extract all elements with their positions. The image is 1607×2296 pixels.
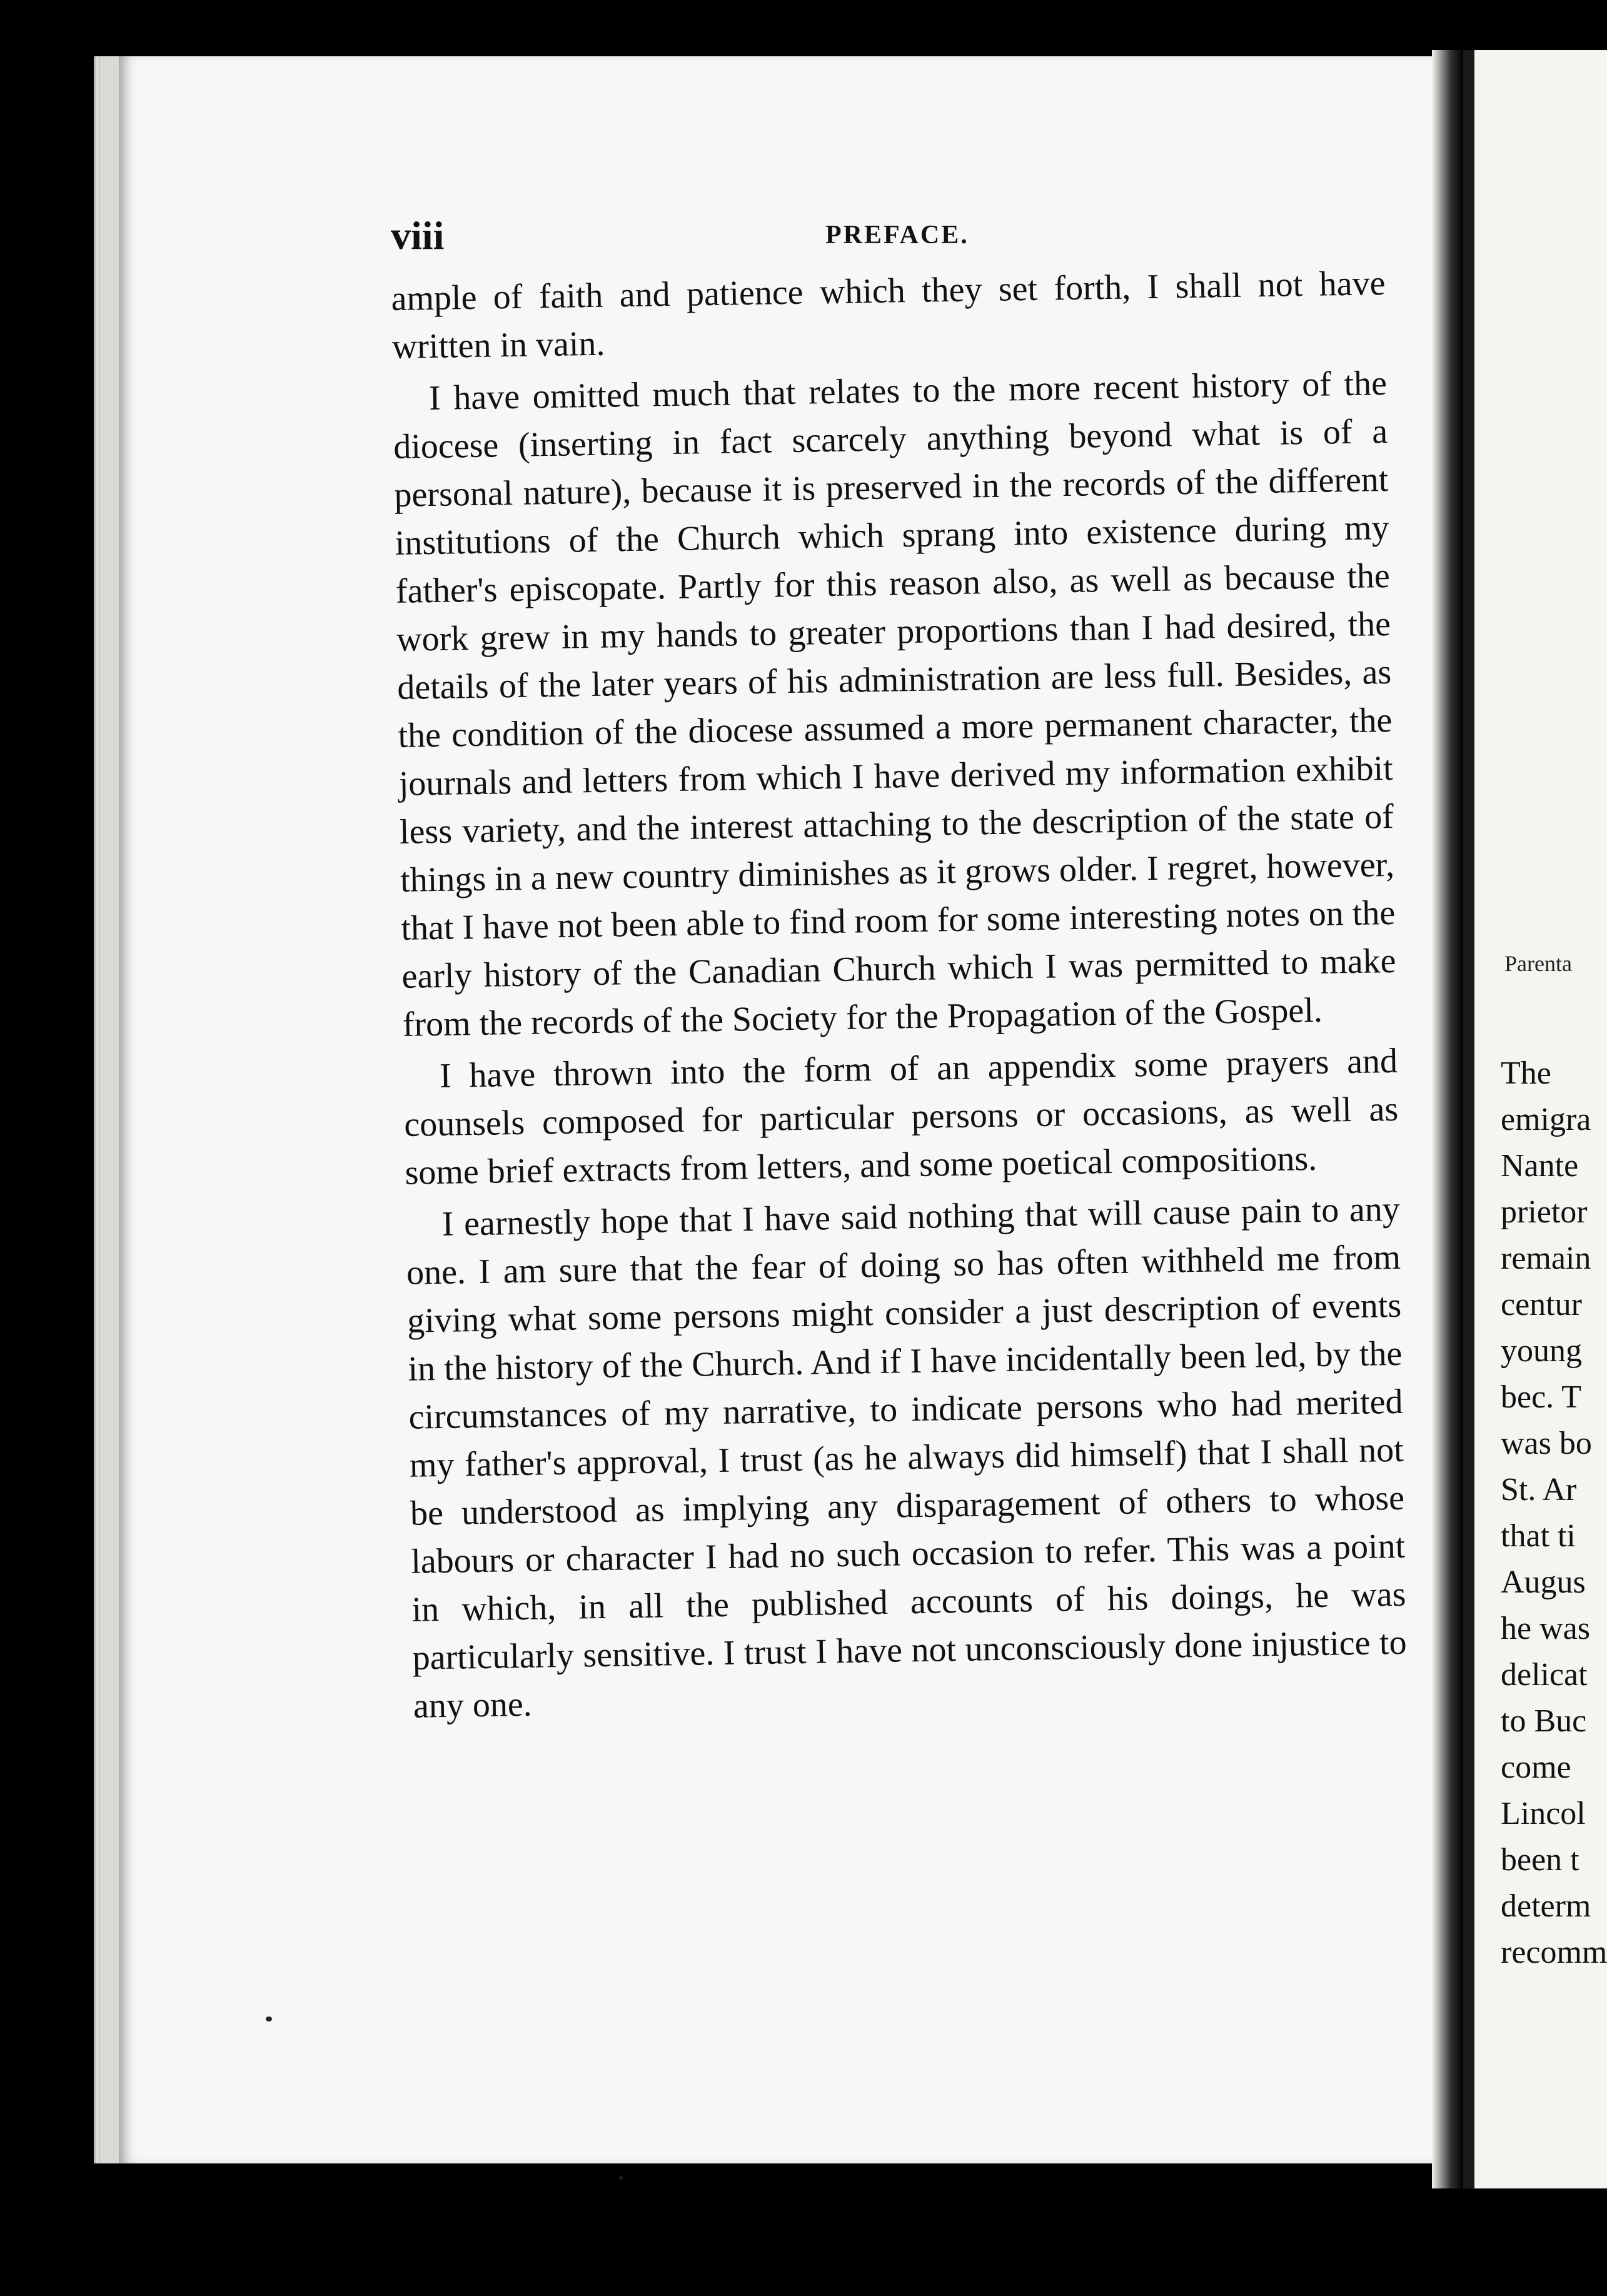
right-page-line: he was — [1501, 1611, 1590, 1646]
right-page-text — [1501, 1050, 1607, 1976]
preface-body — [391, 259, 1408, 1735]
right-page-line: Nante — [1501, 1148, 1579, 1184]
paragraph: I earnestly hope that I have said nothing that will cause pain to any one. I am sure that the fear of doing so has often withheld me from giving what some persons might consider a just description of events in the history of the Church. And if I have incidentally been led, by the circumstances of my narrative, to indicate persons who had merited my father's approval, I trust (as he always did himself) that I shall not be understood as implying any disparagement of others to whose labours or character I had no such occasion to refer. This was a point in which, in all the published accounts of his doings, he was particularly sensitive. I trust I have not unconsciously done injustice to any one. — [406, 1189, 1408, 1726]
right-page-line: emigra — [1501, 1102, 1591, 1137]
right-page-line: was bo — [1501, 1426, 1592, 1461]
ink-speck — [619, 2176, 623, 2180]
right-page-line: been t — [1501, 1842, 1579, 1878]
right-page-line: bec. T — [1501, 1379, 1581, 1415]
paragraph: ample of faith and patience which they set forth, I shall not have written in vain. — [391, 264, 1386, 366]
right-page-line: determ — [1501, 1888, 1591, 1924]
paragraph: I have omitted much that relates to the more recent history of the diocese (inserting in fact scarcely anything beyond what is of a personal nature), because it is preserved in the records of the different institutions of the Church which sprang into existence during my father's episcopate. Partly for this reason also, as well as because the work grew in my hands to greater proportions than I had desired, the details of the later years of his administration are less full. Besides, as the condition of the diocese assumed a more permanent character, the journals and letters from which I have derived my information exhibit less variety, and the interest attaching to the description of the state of things in a new country diminishes as it grows older. I regret, however, that I have not been able to find room for some interesting notes on the early history of the Canadian Church which I was permitted to make from the records of the Society for the Propagation of the Gospel. — [393, 364, 1396, 1044]
right-page-line: prietor — [1501, 1194, 1588, 1230]
running-head: PREFACE. — [825, 221, 969, 249]
page-header — [391, 213, 1366, 269]
right-page-line: St. Ar — [1501, 1472, 1577, 1508]
paragraph: I have thrown into the form of an appendix some prayers and counsels composed for particular persons or occasions, as well as some brief extracts from letters, and some poetical compositions. — [403, 1041, 1399, 1192]
right-page-line: remain — [1501, 1241, 1591, 1276]
right-page-line: The — [1501, 1055, 1551, 1091]
book-gutter — [1432, 50, 1463, 2188]
right-page-line: young — [1501, 1333, 1582, 1369]
right-page-line: recomm — [1501, 1935, 1607, 1970]
page-number: viii — [391, 213, 445, 258]
right-page-caption: Parenta — [1504, 951, 1572, 976]
ink-speck — [266, 2017, 272, 2022]
right-page-line: centur — [1501, 1287, 1582, 1322]
right-page-line: that ti — [1501, 1518, 1576, 1554]
right-page-line: Lincol — [1501, 1796, 1586, 1831]
right-page-line: Augus — [1501, 1564, 1586, 1600]
right-page-line: delicat — [1501, 1657, 1588, 1693]
right-page-line: come — [1501, 1750, 1571, 1785]
right-page-line: to Buc — [1501, 1703, 1587, 1739]
right-page — [1463, 50, 1607, 2188]
